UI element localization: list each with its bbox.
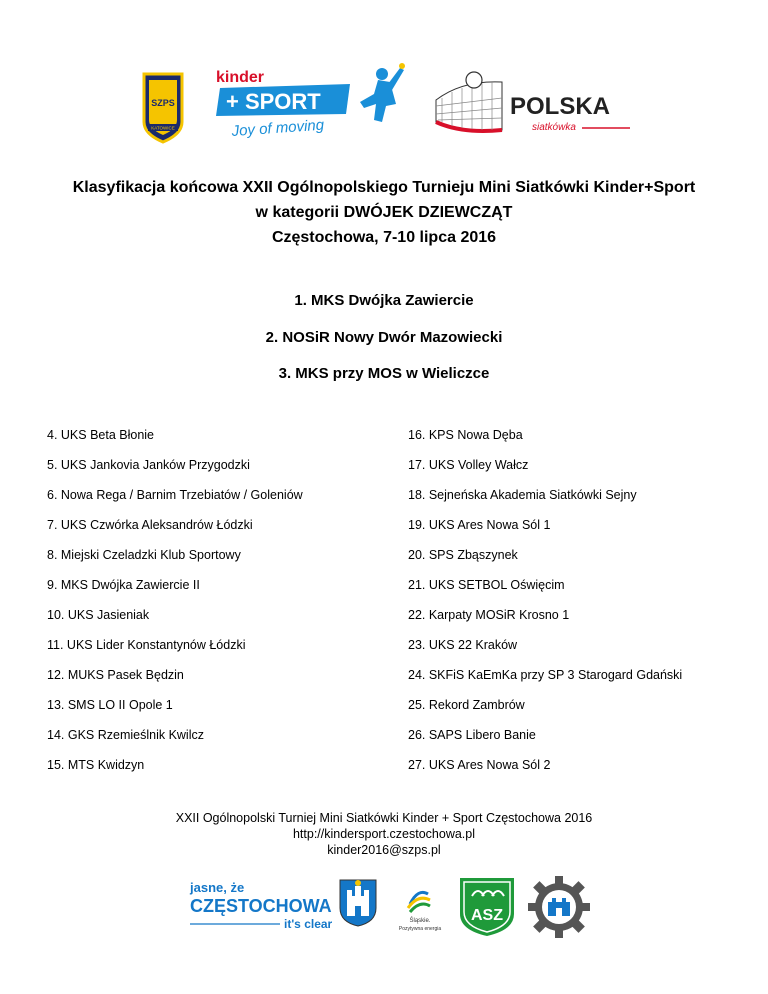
list-item: 10. UKS Jasieniak xyxy=(47,608,150,622)
list-item: 16. KPS Nowa Dęba xyxy=(408,428,523,442)
list-item: 7. UKS Czwórka Aleksandrów Łódzki xyxy=(47,518,253,532)
list-item: 5. UKS Jankovia Janków Przygodzki xyxy=(47,458,250,472)
szps-logo-text: SZPS xyxy=(151,98,175,108)
title-line-2: w kategorii DWÓJEK DZIEWCZĄT xyxy=(255,204,513,221)
list-item: 19. UKS Ares Nowa Sól 1 xyxy=(408,518,551,532)
list-item: 11. UKS Lider Konstantynów Łódzki xyxy=(47,638,246,652)
top-logos xyxy=(0,60,768,150)
kinder-sport-logo xyxy=(210,62,410,146)
czest-sub-text: it's clear xyxy=(284,917,333,931)
list-item: 15. MTS Kwidzyn xyxy=(47,758,145,772)
kinder-player-icon xyxy=(360,63,405,122)
asz-text: ASZ xyxy=(471,907,503,924)
podium-place-3: 3. MKS przy MOS w Wieliczce xyxy=(278,365,490,382)
list-item: 4. UKS Beta Błonie xyxy=(47,428,155,442)
list-item: 12. MUKS Pasek Będzin xyxy=(47,668,184,682)
kinder-sport-text: + SPORT xyxy=(226,89,321,114)
list-item: 23. UKS 22 Kraków xyxy=(408,638,518,652)
footer-website-link[interactable]: http://kindersport.czestochowa.pl xyxy=(292,827,476,841)
czestochowa-logo xyxy=(188,878,338,936)
gear-emblem-icon xyxy=(526,874,592,940)
kinder-brand-text: kinder xyxy=(216,69,265,86)
list-item: 17. UKS Volley Wałcz xyxy=(408,458,529,472)
list-item: 20. SPS Zbąszynek xyxy=(408,548,518,562)
list-item: 13. SMS LO II Opole 1 xyxy=(47,698,173,712)
czestochowa-coat-of-arms-icon xyxy=(338,878,378,928)
slaskie-wave-icon xyxy=(408,892,430,912)
polska-siatkowka-logo xyxy=(432,70,642,140)
title-line-3: Częstochowa, 7-10 lipca 2016 xyxy=(271,229,497,246)
asz-logo xyxy=(458,876,516,938)
list-item: 6. Nowa Rega / Barnim Trzebiatów / Goleniów xyxy=(47,488,303,502)
slaskie-sub: Pozytywna energia xyxy=(398,926,442,932)
slaskie-logo xyxy=(392,884,448,934)
list-item: 14. GKS Rzemieślnik Kwilcz xyxy=(47,728,204,742)
list-item: 27. UKS Ares Nowa Sól 2 xyxy=(408,758,551,772)
list-item: 24. SKFiS KaEmKa przy SP 3 Starogard Gdański xyxy=(408,668,683,682)
list-item: 8. Miejski Czeladzki Klub Sportowy xyxy=(47,548,241,562)
podium-place-2: 2. NOSiR Nowy Dwór Mazowiecki xyxy=(265,329,503,346)
polska-sub-text: siatkówka xyxy=(532,122,576,133)
podium-place-1: 1. MKS Dwójka Zawiercie xyxy=(294,292,474,309)
list-item: 18. Sejneńska Akademia Siatkówki Sejny xyxy=(408,488,637,502)
list-item: 21. UKS SETBOL Oświęcim xyxy=(408,578,565,592)
czest-main-text: CZĘSTOCHOWA xyxy=(190,896,332,916)
footer-line-1: XXII Ogólnopolski Turniej Mini Siatkówki Kinder + Sport Częstochowa 2016 xyxy=(175,811,593,825)
list-item: 9. MKS Dwójka Zawiercie II xyxy=(47,578,200,592)
standings-right-column xyxy=(408,428,682,788)
list-item: 26. SAPS Libero Banie xyxy=(408,728,536,742)
kinder-tagline: Joy of moving xyxy=(231,116,325,140)
szps-logo xyxy=(140,72,186,144)
szps-logo-sub: KATOWICE xyxy=(151,125,175,131)
list-item: 25. Rekord Zambrów xyxy=(408,698,525,712)
bottom-logos xyxy=(0,870,768,950)
document-title xyxy=(0,175,768,250)
slaskie-name: Śląskie. xyxy=(409,918,431,924)
czest-top-text: jasne, że xyxy=(190,880,245,895)
volleyball-net-icon xyxy=(436,72,502,131)
standings-left-column xyxy=(47,428,303,788)
footer xyxy=(0,810,768,858)
footer-email-link[interactable]: kinder2016@szps.pl xyxy=(327,843,441,857)
polska-brand-text: POLSKA xyxy=(510,93,611,120)
title-line-1: Klasyfikacja końcowa XXII Ogólnopolskiego Turnieju Mini Siatkówki Kinder+Sport xyxy=(72,179,696,196)
list-item: 22. Karpaty MOSiR Krosno 1 xyxy=(408,608,570,622)
